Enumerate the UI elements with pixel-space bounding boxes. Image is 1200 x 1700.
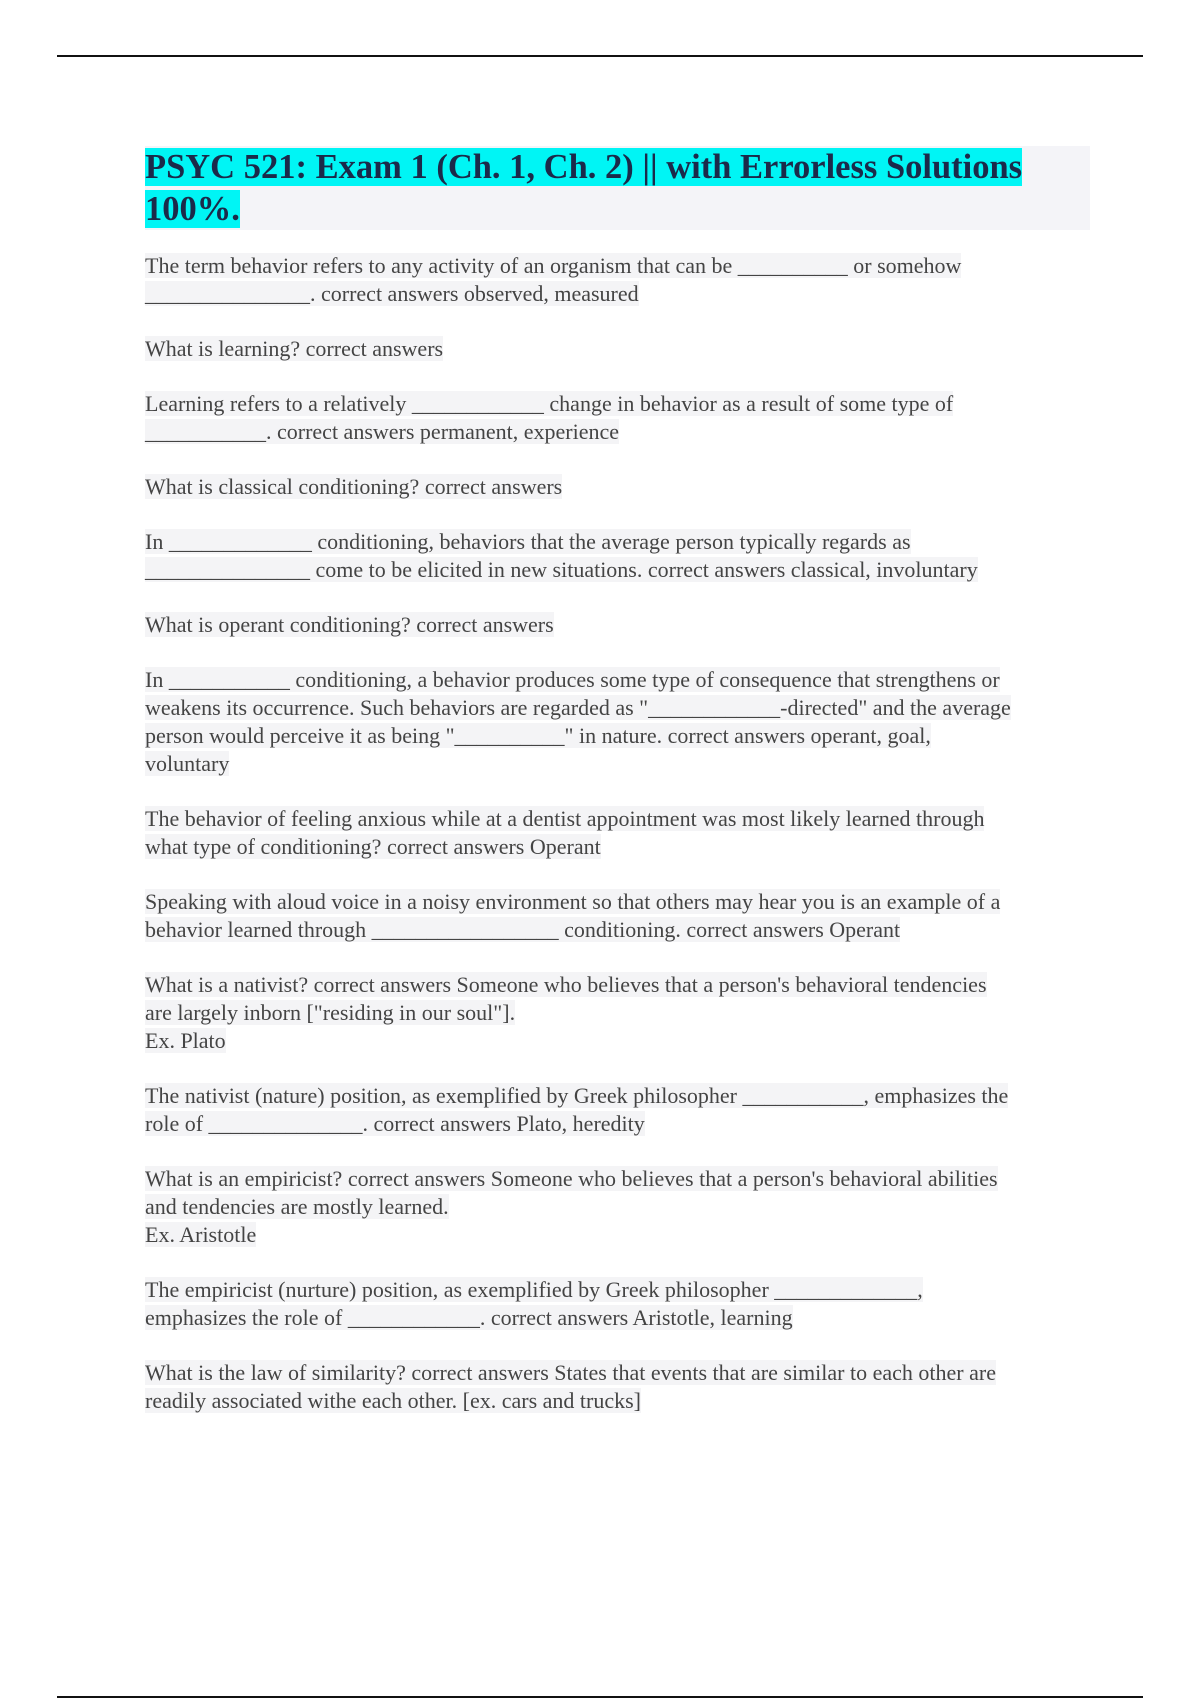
qa-entry-line — [145, 805, 1090, 833]
qa-entry-text: _______________. correct answers observed, measured — [145, 281, 639, 306]
qa-entry-line — [145, 999, 1090, 1027]
qa-entry-text: What is a nativist? correct answers Someone who believes that a person's behavioral tendencies — [145, 972, 987, 997]
qa-entry-text: The empiricist (nurture) position, as exemplified by Greek philosopher _____________, — [145, 1277, 923, 1302]
qa-entry-text: What is operant conditioning? correct answers — [145, 612, 554, 637]
qa-entry-text: Learning refers to a relatively ____________ change in behavior as a result of some type of — [145, 391, 954, 416]
qa-entry-line — [145, 252, 1090, 280]
qa-entry-line — [145, 971, 1090, 999]
qa-entry-text: voluntary — [145, 751, 230, 776]
qa-entry-text: The nativist (nature) position, as exemplified by Greek philosopher ___________, emphasizes the — [145, 1083, 1009, 1108]
qa-entry — [145, 473, 1090, 501]
document-title — [145, 146, 1090, 230]
qa-entry-line — [145, 1221, 1090, 1249]
qa-entry-line — [145, 750, 1090, 778]
qa-entry — [145, 252, 1090, 308]
qa-entry-line — [145, 1276, 1090, 1304]
qa-entry-text: and tendencies are mostly learned. — [145, 1194, 449, 1219]
qa-entry-text: weakens its occurrence. Such behaviors are regarded as "____________-directed" and the average — [145, 695, 1011, 720]
qa-entry-text: What is the law of similarity? correct answers States that events that are similar to each other are — [145, 1360, 996, 1385]
qa-entry-line — [145, 1359, 1090, 1387]
document-body — [145, 146, 1090, 1442]
qa-entry — [145, 528, 1090, 584]
qa-entry-line — [145, 528, 1090, 556]
qa-entry-line — [145, 1110, 1090, 1138]
qa-entry-text: Ex. Plato — [145, 1028, 226, 1053]
qa-entry-line — [145, 666, 1090, 694]
footer-rule — [57, 1696, 1143, 1698]
title-block — [145, 146, 1090, 230]
qa-entry-text: behavior learned through _________________ conditioning. correct answers Operant — [145, 917, 901, 942]
qa-entry — [145, 1276, 1090, 1332]
qa-entry-text: What is classical conditioning? correct answers — [145, 474, 563, 499]
qa-entry — [145, 390, 1090, 446]
qa-entry-line — [145, 1027, 1090, 1055]
qa-entry — [145, 971, 1090, 1055]
qa-entry-line — [145, 335, 1090, 363]
qa-entry-text: are largely inborn ["residing in our soul"]. — [145, 1000, 516, 1025]
qa-entry-text: The behavior of feeling anxious while at a dentist appointment was most likely learned through — [145, 806, 985, 831]
header-rule — [57, 55, 1143, 57]
qa-entry-text: The term behavior refers to any activity of an organism that can be __________ or somehow — [145, 253, 962, 278]
qa-entry — [145, 611, 1090, 639]
qa-entry-line — [145, 1193, 1090, 1221]
qa-entry-line — [145, 833, 1090, 861]
qa-entry-line — [145, 473, 1090, 501]
qa-entry-text: ___________. correct answers permanent, experience — [145, 419, 620, 444]
qa-entry — [145, 1165, 1090, 1249]
qa-entry-text: Speaking with aloud voice in a noisy environment so that others may hear you is an example of a — [145, 889, 1001, 914]
qa-entry-text: What is an empiricist? correct answers Someone who believes that a person's behavioral abilities — [145, 1166, 998, 1191]
qa-entry-line — [145, 611, 1090, 639]
qa-entry-line — [145, 556, 1090, 584]
qa-entry-text: role of ______________. correct answers Plato, heredity — [145, 1111, 645, 1136]
qa-entry-text: In ___________ conditioning, a behavior produces some type of consequence that strengthens or — [145, 667, 1000, 692]
qa-entry-text: Ex. Aristotle — [145, 1222, 257, 1247]
title-highlight: PSYC 521: Exam 1 (Ch. 1, Ch. 2) || with Errorless Solutions 100%. — [145, 148, 1023, 228]
qa-entry-line — [145, 722, 1090, 750]
qa-entry-line — [145, 280, 1090, 308]
qa-entry-text: In _____________ conditioning, behaviors that the average person typically regards as — [145, 529, 911, 554]
qa-entry-text: What is learning? correct answers — [145, 336, 444, 361]
qa-entry — [145, 335, 1090, 363]
qa-entry-line — [145, 888, 1090, 916]
qa-entry-text: person would perceive it as being "__________" in nature. correct answers operant, goal, — [145, 723, 931, 748]
qa-entry-line — [145, 1165, 1090, 1193]
qa-entry-line — [145, 694, 1090, 722]
qa-entry-text: readily associated withe each other. [ex. cars and trucks] — [145, 1388, 642, 1413]
qa-entry-text: _______________ come to be elicited in new situations. correct answers classical, involuntary — [145, 557, 978, 582]
qa-entry-text: emphasizes the role of ____________. correct answers Aristotle, learning — [145, 1305, 793, 1330]
qa-entry-line — [145, 1082, 1090, 1110]
qa-entry — [145, 666, 1090, 778]
qa-entry-line — [145, 1387, 1090, 1415]
qa-entry — [145, 1082, 1090, 1138]
qa-entry-line — [145, 390, 1090, 418]
qa-entry — [145, 1359, 1090, 1415]
qa-entry — [145, 888, 1090, 944]
qa-entry — [145, 805, 1090, 861]
qa-list — [145, 252, 1090, 1415]
qa-entry-text: what type of conditioning? correct answers Operant — [145, 834, 601, 859]
qa-entry-line — [145, 1304, 1090, 1332]
qa-entry-line — [145, 418, 1090, 446]
qa-entry-line — [145, 916, 1090, 944]
